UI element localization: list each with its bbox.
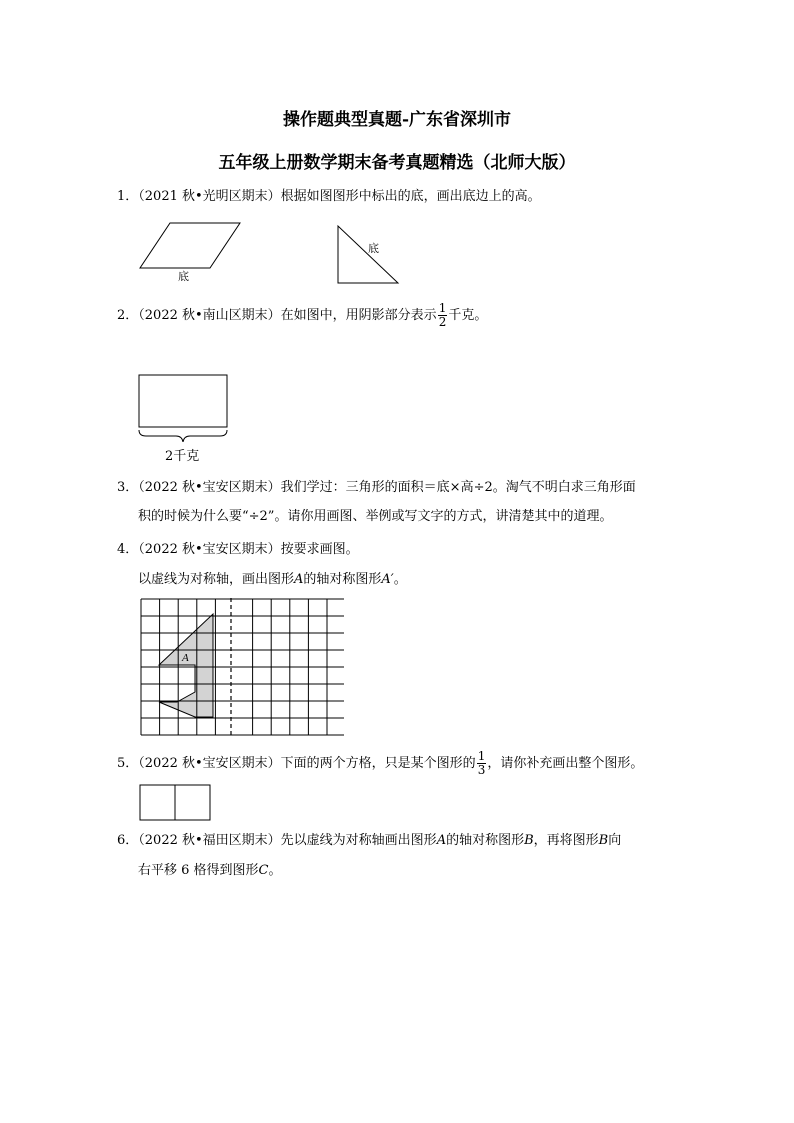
q5-text-before: 下面的两个方格，只是某个图形的 — [280, 756, 476, 771]
question-3 — [117, 478, 636, 498]
q6-source: （2022 秋•福田区期末） — [138, 833, 281, 848]
q3-number: 3． — [117, 480, 139, 495]
q1-text: 根据如图图形中标出的底，画出底边上的高。 — [280, 189, 541, 204]
q3-text-line2: 积的时候为什么要“÷2”。请你用画图、举例或写文字的方式，讲清楚其中的道理。 — [138, 509, 613, 524]
q2-text-after: 千克。 — [448, 308, 488, 323]
q5-square-right — [175, 785, 210, 820]
figure-a-label: A — [182, 652, 189, 664]
q2-text-before: 在如图中，用阴影部分表示 — [280, 308, 437, 323]
triangle-base-label: 底 — [368, 242, 379, 255]
q2-rectangle — [139, 375, 227, 427]
q1-number: 1． — [117, 189, 139, 204]
q5-source: （2022 秋•宝安区期末） — [138, 756, 281, 771]
q2-figure — [134, 370, 234, 442]
q2-brace — [139, 430, 227, 442]
q2-label: 2千克 — [165, 449, 200, 464]
parallelogram-base-label: 底 — [178, 270, 189, 283]
question-2 — [117, 302, 487, 329]
q4-instruction: 以虚线为对称轴，画出图形A的轴对称图形A′。 — [138, 572, 407, 587]
q6-text-line2: 右平移 6 格得到图形C。 — [138, 863, 282, 878]
q5-fraction: $\frac{1}{3}$ — [477, 749, 486, 777]
question-4 — [117, 540, 359, 560]
figure-a — [159, 614, 213, 717]
question-6: 6．（2022 秋•福田区期末）先以虚线为对称轴画出图形A的轴对称图形B，再将图形B向 — [117, 833, 622, 848]
q4-text: 按要求画图。 — [280, 542, 359, 557]
q5-square-left — [140, 785, 175, 820]
page-subtitle: 五年级上册数学期末备考真题精选（北师大版） — [218, 153, 576, 173]
question-5 — [117, 750, 643, 777]
q5-number: 5． — [117, 756, 139, 771]
q3-text: 我们学过：三角形的面积＝底×高÷2。淘气不明白求三角形面 — [280, 480, 636, 495]
q5-text-after: ，请你补充画出整个图形。 — [487, 756, 644, 771]
question-1 — [117, 187, 541, 207]
parallelogram — [140, 223, 240, 268]
q1-source: （2021 秋•光明区期末） — [138, 189, 281, 204]
q4-number: 4． — [117, 542, 139, 557]
q2-number: 2． — [117, 308, 139, 323]
q4-source: （2022 秋•宝安区期末） — [138, 542, 281, 557]
q2-source: （2022 秋•南山区期末） — [138, 308, 281, 323]
q3-source: （2022 秋•宝安区期末） — [138, 480, 281, 495]
page-title: 操作题典型真题-广东省深圳市 — [282, 110, 512, 130]
q2-fraction: $\frac{1}{2}$ — [438, 301, 447, 329]
q6-number: 6． — [117, 833, 139, 848]
q5-squares — [138, 783, 214, 823]
q4-grid-figure — [138, 598, 344, 738]
